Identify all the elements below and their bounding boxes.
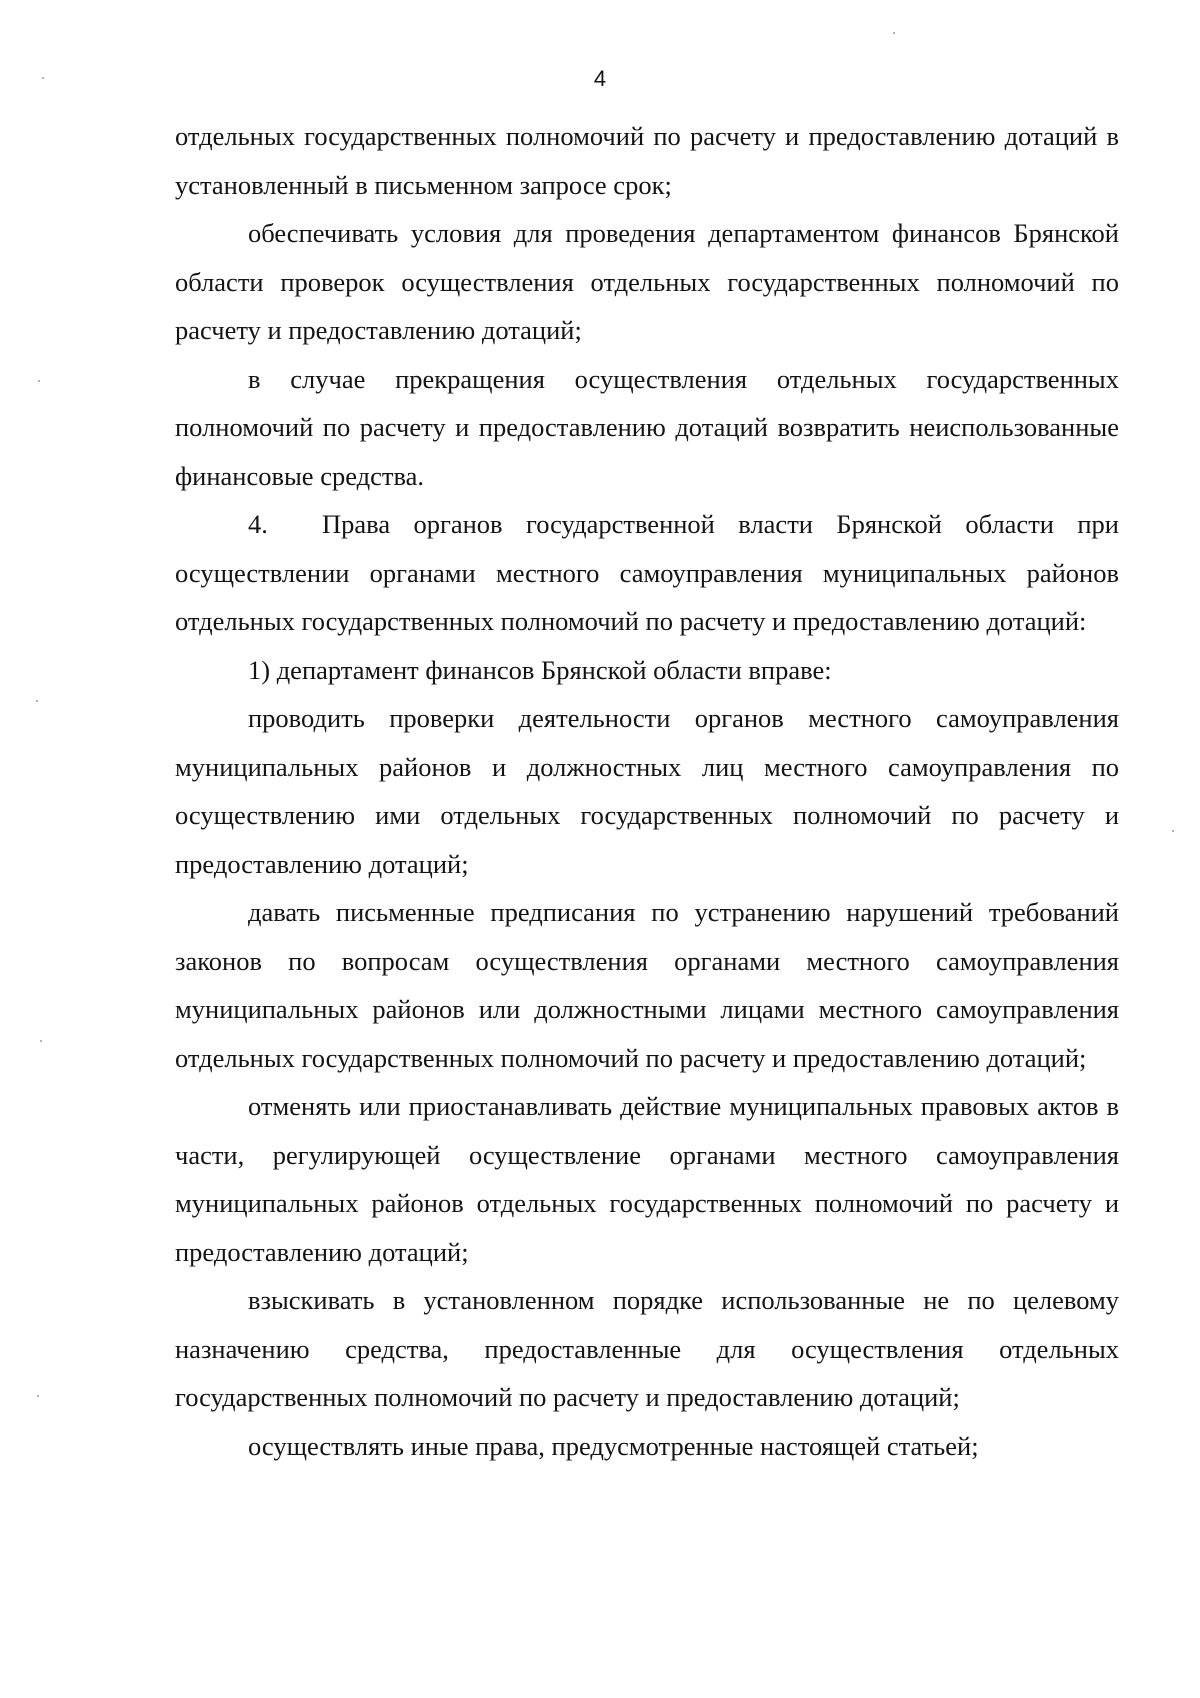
paragraph-return-funds: в случае прекращения осуществления отдельных государственных полномочий по расчету и предоставлению дотаций возвратить неиспользованные финансовые средства. [175,363,1119,491]
document-body [175,112,1119,1470]
scan-speck [37,1395,39,1397]
scan-speck [42,77,44,79]
paragraph-continuation: отдельных государственных полномочий по расчету и предоставлению дотаций в установленный в письменном запросе срок; [175,121,1119,200]
page-number: 4 [593,66,607,91]
section-number: 4. [248,509,268,539]
scan-speck [40,1040,42,1042]
paragraph-conduct-inspections: проводить проверки деятельности органов местного самоуправления муниципальных районов и должностных лиц местного самоуправления по осуществлению ими отдельных государственных полномочий по расчету и предоставлению дотаций; [175,703,1119,879]
scan-speck [893,32,895,34]
paragraph-subitem-1: 1) департамент финансов Брянской области вправе: [248,654,832,685]
paragraph-other-rights: осуществлять иные права, предусмотренные настоящей статьей; [248,1430,979,1461]
paragraph-section-4 [175,500,1119,646]
paragraph-written-orders: давать письменные предписания по устранению нарушений требований законов по вопросам осуществления органами местного самоуправления муниципальных районов или должностными лицами местного самоуправления отдельных государственных полномочий по расчету и предоставлению дотаций; [175,897,1119,1073]
scan-speck [1172,830,1174,832]
paragraph-ensure-conditions: обеспечивать условия для проведения департаментом финансов Брянской области проверок осуществления отдельных государственных полномочий по расчету и предоставлению дотаций; [175,218,1119,345]
scan-speck [38,380,40,382]
paragraph-recover-funds: взыскивать в установленном порядке использованные не по целевому назначению средства, предоставленные для осуществления отдельных государственных полномочий по расчету и предоставлению дотаций; [175,1285,1119,1412]
section-4-text: Права органов государственной власти Брянской области при осуществлении органами местного самоуправления муниципальных районов отдельных государственных полномочий по расчету и предоставлению дотаций: [175,509,1119,636]
paragraph-cancel-acts: отменять или приостанавливать действие муниципальных правовых актов в части, регулирующей осуществление органами местного самоуправления муниципальных районов отдельных государственных полномочий по расчету и предоставлению дотаций; [175,1091,1119,1267]
scan-speck [36,700,38,702]
